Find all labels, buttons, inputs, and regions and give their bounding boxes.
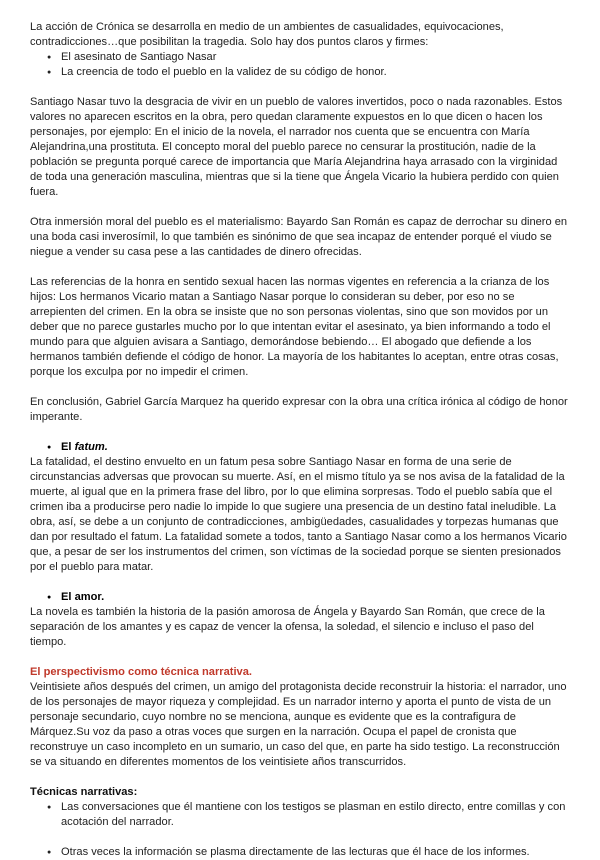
list-item: ● La creencia de todo el pueblo en la validez de su código de honor. <box>30 65 568 80</box>
fatum-paragraph: La fatalidad, el destino envuelto en un fatum pesa sobre Santiago Nasar en forma de una serie de circunstancias adversas que provocan su muerte. Así, en el mismo título ya se nos avisa de la fatalidad de la muerte, al igual que en la primera frase del libro, por lo que elimina sorpresas. Todo el pueblo sabía que el crimen iba a producirse pero nadie lo impide lo que sugiere una presencia de un destino fatal ineludible. La obra, así, se debe a un conjunto de contradicciones, ambigüedades, casualidades y torpezas humanas que dan por resultado el fatum. La fatalidad somete a todos, tanto a Santiago Nasar como a los hermanos Vicario que, a pesar de ser los instrumentos del crimen, son víctimas de la sociedad porque se sienten presionados por el pueblo para matar. <box>30 456 567 573</box>
perspectivismo-paragraph: Veintisiete años después del crimen, un amigo del protagonista decide reconstruir la historia: el narrador, uno de los personajes de mayor riqueza y complejidad. Es un narrador interno y aporta el punto de vista de un personaje secundario, cuyo nombre no se menciona, aunque es evidente que es la contrafigura de Márquez.Su voz da paso a otras voces que surgen en la narración. Ocupa el papel de cronista que reconstruye un caso incompleto en un sumario, un caso del que, en parte ha sido testigo. La reconstrucción se va situando en diferentes momentos de los veintisiete años transcurridos. <box>30 681 567 768</box>
intro-bullet-list <box>30 50 568 80</box>
intro-paragraph: La acción de Crónica se desarrolla en medio de un ambientes de casualidades, equivocaciones, contradicciones…que posibilitan la tragedia. Solo hay dos puntos claros y firmes: <box>30 21 504 48</box>
perspectivismo-heading: El perspectivismo como técnica narrativa. <box>30 666 252 678</box>
amor-heading-list <box>30 590 568 605</box>
fatum-heading-prefix: El <box>61 441 75 453</box>
list-item: ● Las conversaciones que él mantiene con los testigos se plasman en estilo directo, entre comillas y con acotación del narrador. <box>30 800 568 830</box>
tecnicas-heading: Técnicas narrativas: <box>30 786 138 798</box>
tecnicas-bullet-list-2 <box>30 845 568 860</box>
amor-paragraph: La novela es también la historia de la pasión amorosa de Ángela y Bayardo San Román, que crece de la separación de los amantes y es capaz de vencer la ofensa, la soledad, el silencio e incluso el paso del tiempo. <box>30 606 545 648</box>
honra-paragraph: Las referencias de la honra en sentido sexual hacen las normas vigentes en referencia a la crianza de los hijos: Los hermanos Vicario matan a Santiago Nasar porque lo consideran su deber, por eso no se arrepienten del crimen. En la obra se insiste que no son personas violentas, sino que son movidos por un deber que no parece gustarles mucho por lo que intentan evitar el asesinato, ya bien informando a todo el mundo para que alguien avisara a Santiago, demorándose bebiendo… El abogado que defiende a los hermanos también defiende el código de honor. La mayoría de los habitantes lo aceptan, entre otras cosas, porque los exculpa por no impedir el crimen. <box>30 276 559 378</box>
conclusion-paragraph: En conclusión, Gabriel García Marquez ha querido expresar con la obra una crítica irónica al código de honor imperante. <box>30 396 568 423</box>
list-item: ● El asesinato de Santiago Nasar <box>30 50 568 65</box>
valores-paragraph: Santiago Nasar tuvo la desgracia de vivir en un pueblo de valores invertidos, poco o nada razonables. Estos valores no aparecen escritos en la obra, pero quedan claramente expuestos en lo que dicen o hacen los personajes, por ejemplo: En el inicio de la novela, el narrador nos cuenta que se encuentra con María Alejandrina,una prostituta. El concepto moral del pueblo parece no censurar la prostitución, nadie de la población se pregunta porqué carece de importancia que María Alejandrina haya arrasado con la virginidad de toda una generación masculina, mientras que si la tiene que Ángela Vicario la hubiera perdido con quien fuera. <box>30 96 563 198</box>
amor-heading: ● El amor. <box>30 590 568 605</box>
fatum-heading-list <box>30 440 568 455</box>
tecnicas-bullet-list <box>30 800 568 830</box>
fatum-heading-italic: fatum. <box>74 441 108 453</box>
materialismo-paragraph: Otra inmersión moral del pueblo es el materialismo: Bayardo San Román es capaz de derrochar su dinero en una boda casi inverosímil, lo que también es sinónimo de que sea incapaz de entender porqué el viudo se niegue a vender su casa pese a las cantidades de dinero ofrecidas. <box>30 216 568 258</box>
list-item: ● Otras veces la información se plasma directamente de las lecturas que él hace de los informes. <box>30 845 568 860</box>
fatum-heading <box>30 440 568 455</box>
